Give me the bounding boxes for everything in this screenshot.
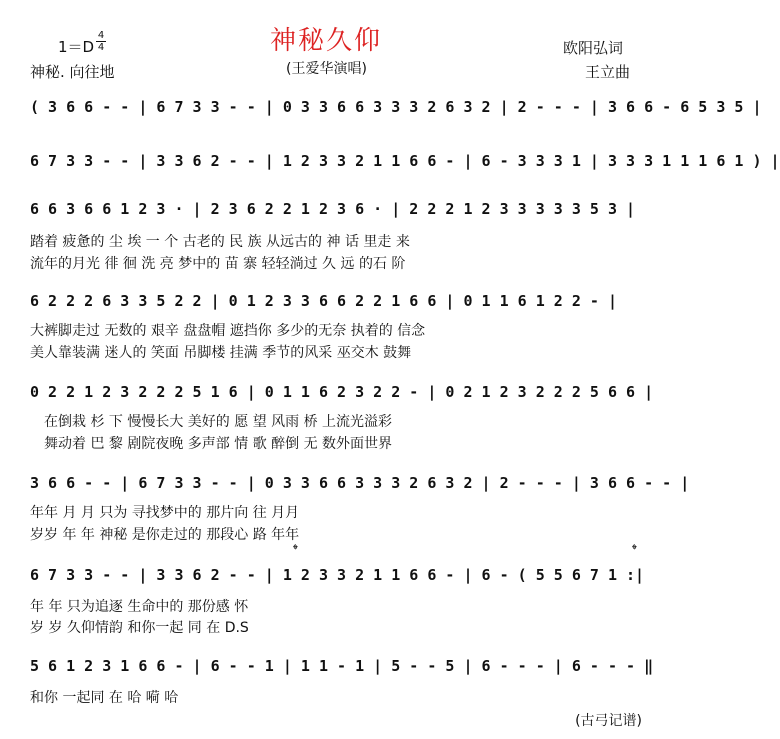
lyrics-line-8a: 和你 一起同 在 哈 嗬 哈 bbox=[30, 690, 179, 706]
lyrics-line-3b: 流年的月光 徘 徊 洗 亮 梦中的 苗 寨 轻轻淌过 久 远 的石 阶 bbox=[30, 256, 406, 272]
key-signature: 1＝D bbox=[58, 38, 95, 56]
lyrics-line-5b: 舞动着 巴 黎 剧院夜晚 多声部 情 歌 醉倒 无 数外面世界 bbox=[44, 436, 393, 452]
lyrics-line-6b: 岁岁 年 年 神秘 是你走过的 那段心 路 年年 bbox=[30, 527, 300, 543]
time-signature bbox=[96, 30, 106, 53]
lyrics-line-7a: 年 年 只为追逐 生命中的 那份感 怀 bbox=[30, 599, 249, 615]
notation-line-3: 6 6 3 6 6 1 2 3 · | 2 3 6 2 2 1 2 3 6 · | 2 2 2 1 2 3 3 3 3 3 5 3 | bbox=[30, 200, 636, 218]
singer: (王爱华演唱) bbox=[286, 61, 367, 77]
lyrics-line-4a: 大裤脚走过 无数的 艰辛 盘盘帽 遮挡你 多少的无奈 执着的 信念 bbox=[30, 323, 426, 339]
segno-icon-end: 𝄌 bbox=[632, 542, 637, 558]
lyricist: 欧阳弘词 bbox=[563, 39, 624, 57]
segno-icon: 𝄌 bbox=[293, 542, 298, 558]
notation-line-8: 5 6 1 2 3 1 6 6 - | 6 - - 1 | 1 1 - 1 | 5 - - 5 | 6 - - - | 6 - - - ‖ bbox=[30, 657, 654, 675]
song-title: 神秘久仰 bbox=[270, 26, 383, 56]
lyrics-line-6a: 年年 月 月 只为 寻找梦中的 那片向 往 月月 bbox=[30, 505, 300, 521]
notation-line-6: 3 6 6 - - | 6 7 3 3 - - | 0 3 3 6 6 3 3 3 2 6 3 2 | 2 - - - | 3 6 6 - - | bbox=[30, 474, 690, 492]
time-signature-bottom: 4 bbox=[97, 42, 105, 53]
notation-line-2: 6 7 3 3 - - | 3 3 6 2 - - | 1 2 3 3 2 1 1 6 6 - | 6 - 3 3 3 1 | 3 3 3 1 1 1 6 1 ) | bbox=[30, 152, 780, 170]
lyrics-line-3a: 踏着 疲惫的 尘 埃 一 个 古老的 民 族 从远古的 神 话 里走 来 bbox=[30, 234, 410, 250]
lyrics-line-7b: 岁 岁 久仰情韵 和你一起 同 在 D.S bbox=[30, 620, 249, 636]
lyrics-line-4b: 美人靠装满 迷人的 笑面 吊脚楼 挂满 季节的风采 巫交木 鼓舞 bbox=[30, 345, 412, 361]
lyrics-line-5a: 在倒栽 杉 下 慢慢长大 美好的 愿 望 风雨 桥 上流光溢彩 bbox=[44, 414, 393, 430]
notation-line-1: ( 3 6 6 - - | 6 7 3 3 - - | 0 3 3 6 6 3 3 3 2 6 3 2 | 2 - - - | 3 6 6 - 6 5 3 5 | bbox=[30, 98, 762, 116]
time-signature-top: 4 bbox=[97, 30, 105, 41]
notation-line-5: 0 2 2 1 2 3 2 2 2 5 1 6 | 0 1 1 6 2 3 2 2 - | 0 2 1 2 3 2 2 2 5 6 6 | bbox=[30, 383, 654, 401]
composer: 王立曲 bbox=[585, 63, 631, 81]
subtitle-left: 神秘. 向往地 bbox=[30, 63, 115, 81]
notation-line-7: 6 7 3 3 - - | 3 3 6 2 - - | 1 2 3 3 2 1 1 6 6 - | 6 - ( 5 5 6 7 1 :| bbox=[30, 566, 645, 584]
notation-line-4: 6 2 2 2 6 3 3 5 2 2 | 0 1 2 3 3 6 6 2 2 1 6 6 | 0 1 1 6 1 2 2 - | bbox=[30, 292, 617, 310]
transcriber-credit: (古弓记谱) bbox=[575, 713, 642, 729]
